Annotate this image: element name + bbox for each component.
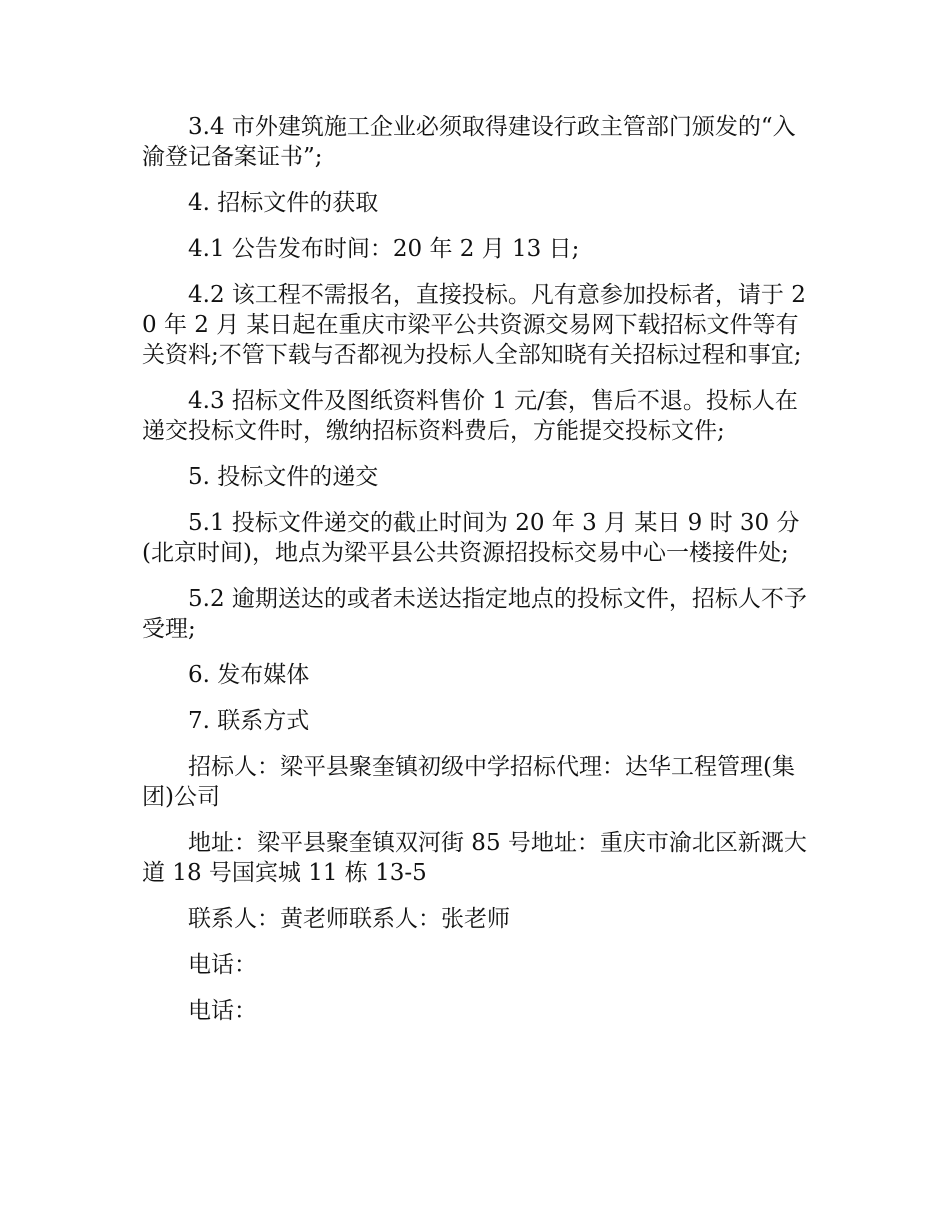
section-heading-4: 4. 招标文件的获取: [188, 190, 379, 216]
paragraph-5-2: 5.2 逾期送达的或者未送达指定地点的投标文件，招标人不予受理;: [142, 586, 807, 642]
contact-phone-2: 电话：: [188, 998, 257, 1024]
contact-phone-1: 电话：: [188, 952, 257, 978]
section-heading-6: 6. 发布媒体: [188, 662, 310, 688]
contact-person: 联系人：黄老师联系人：张老师: [188, 906, 510, 932]
contact-tenderer-agent: 招标人：梁平县聚奎镇初级中学招标代理：达华工程管理(集团)公司: [142, 754, 795, 810]
paragraph-3-4: 3.4 市外建筑施工企业必须取得建设行政主管部门颁发的“入渝登记备案证书”;: [142, 114, 796, 170]
paragraph-4-1: 4.1 公告发布时间：20 年 2 月 13 日;: [188, 236, 580, 262]
section-heading-7: 7. 联系方式: [188, 708, 310, 734]
paragraph-4-2: 4.2 该工程不需报名，直接投标。凡有意参加投标者，请于 20 年 2 月 某日起在重庆市梁平公共资源交易网下载招标文件等有关资料;不管下载与否都视为投标人全部知晓有关招标过程和事宜;: [142, 282, 806, 368]
section-heading-5: 5. 投标文件的递交: [188, 464, 379, 490]
document-page: [142, 112, 814, 1042]
contact-address: 地址：梁平县聚奎镇双河街 85 号地址：重庆市渝北区新溉大道 18 号国宾城 11 栋 13-5: [142, 830, 807, 886]
paragraph-5-1: 5.1 投标文件递交的截止时间为 20 年 3 月 某日 9 时 30 分(北京时间)，地点为梁平县公共资源招投标交易中心一楼接件处;: [142, 510, 800, 566]
paragraph-4-3: 4.3 招标文件及图纸资料售价 1 元/套，售后不退。投标人在递交投标文件时，缴纳招标资料费后，方能提交投标文件;: [142, 388, 798, 444]
